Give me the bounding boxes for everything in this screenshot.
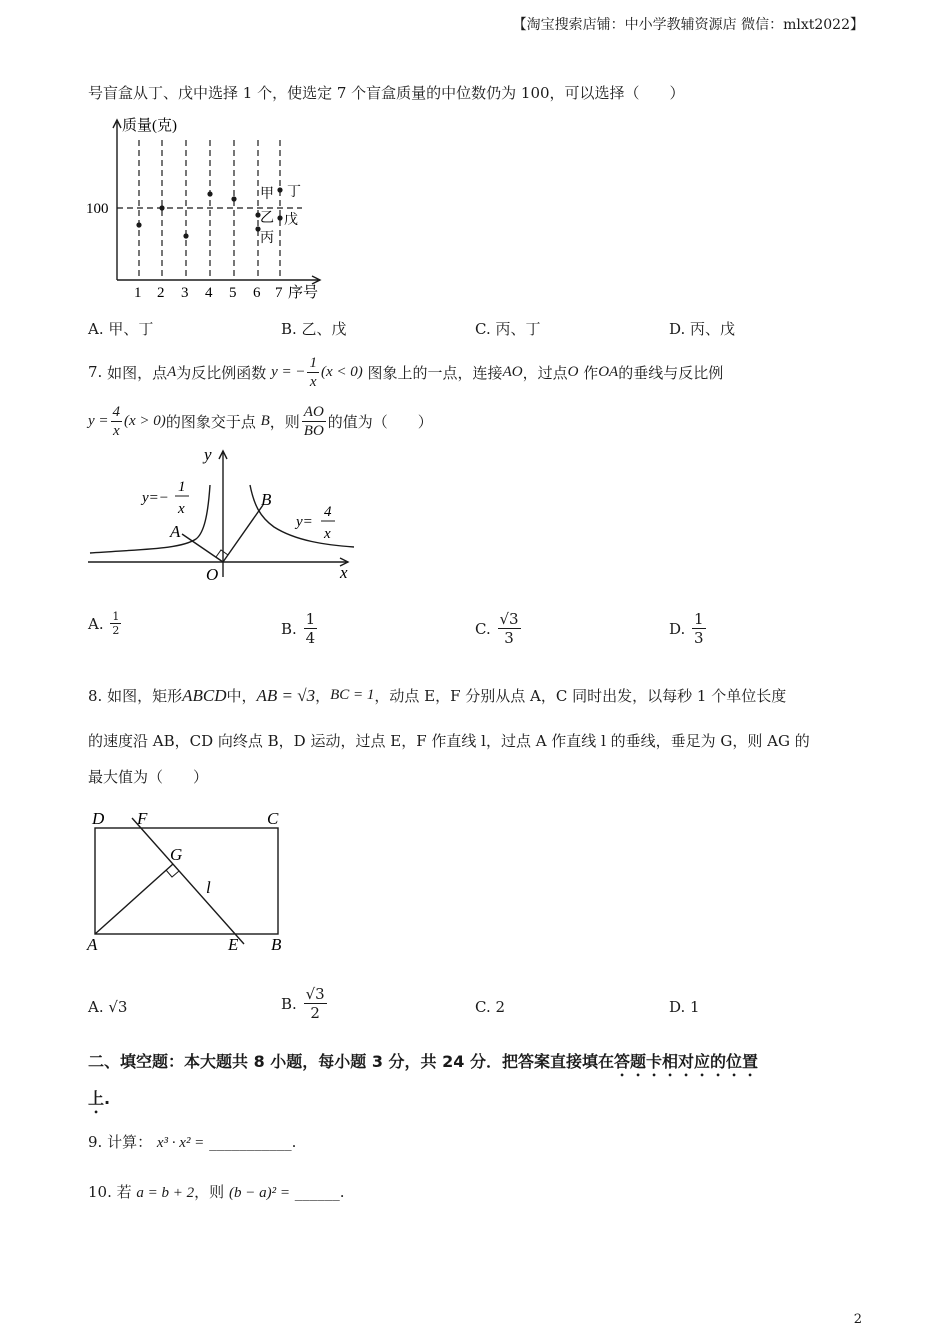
page-number: 2 [853,1312,862,1327]
q8-line-1: 8. 如图，矩形 ABCD 中， AB = √3 ， BC = 1 ，动点 E，F 分别从点 A，C 同时出发，以每秒 1 个单位长度 [88,685,787,705]
q7-text: 如图，点 [107,363,168,382]
q7-segment-ao [182,534,223,562]
q7-graph-figure [86,445,361,585]
q8-label-a: A [87,935,98,954]
q8-option-b: B. √3 2 [281,985,325,1022]
q6-x-tick: 1 [134,285,142,301]
q8-label-c: C [267,809,279,828]
q6-x-tick: 3 [181,285,189,301]
q7-text: 的垂线与反比例 [618,363,724,382]
q10-condition: a = b + 2 [136,1185,195,1201]
q8-label-l: l [206,878,211,897]
q7-option-a: A. 1 2 [88,610,120,637]
q6-point-5 [231,196,236,201]
q7-point-b: B [260,412,270,429]
q6-y-label: 质量(克) [122,118,177,134]
q7-label-y: y [204,445,212,464]
q9: 9. 计算： x³ · x² = ___________. [88,1133,297,1151]
q6-label-jia: 甲 [260,187,274,202]
q7-text: 为反比例函数 [176,363,267,382]
q7-point-a: A [167,363,177,380]
q8-label-b: B [271,935,282,954]
q7-label-a: A [170,522,181,541]
q6-y-ref-label: 100 [86,201,109,217]
q9-expression: x³ · x² = [156,1135,205,1151]
q6-x-tick: 5 [229,285,237,301]
q6-x-tick: 4 [205,285,213,301]
q6-x-label: 序号 [288,285,319,301]
q10-expression: (b − a)² = [228,1185,290,1201]
q7-condition-2: (x > 0) [124,412,166,429]
q7-curve-label-2-den: x [324,526,331,542]
q8-rectangle-figure [84,804,294,954]
q8-bc-eq: BC = 1 [330,687,375,703]
q6-point-1 [136,222,141,227]
q6-text: 号盲盒从丁、戊中选择 1 个，使选定 7 个盲盒质量的中位数仍为 100，可以选择（ ） [88,84,685,102]
q7-text: ，过点 [522,363,568,382]
section-2-heading-cont: 上. [88,1089,111,1108]
q7-curve-label-2-num: 4 [324,504,332,520]
q7-curve-label-1-den: x [178,501,185,517]
q6-point-wu [277,215,282,220]
q6-label-yi: 乙 [260,211,274,226]
q7-option-d: D. 1 3 [669,610,704,647]
q6-scatter-figure [80,112,340,304]
q6-label-wu: 戊 [284,213,298,228]
q10: 10. 若 a = b + 2，则 (b − a)² = ______. [88,1183,345,1201]
q6-point-ding [277,187,282,192]
q6-option-a: A. 甲、丁 [88,320,154,338]
q6-option-d: D. 丙、戊 [669,320,736,338]
q7-fraction-1: $\frac{1}{x}$ [309,354,317,390]
q6-label-bing: 丙 [260,231,274,246]
q10-blank: ______ [294,1183,340,1201]
q9-blank: ___________ [209,1133,292,1151]
q7-curve-label-1-pre: y=− [142,490,169,506]
q8-option-d: D. 1 [669,998,700,1016]
q7-text: 作 [583,363,599,382]
q6-point-4 [207,191,212,196]
q8-label-f: F [137,809,148,828]
q7-label-o: O [206,565,219,584]
q6-x-tick: 6 [253,285,261,301]
q7-function-2: y = [88,412,109,429]
q8-right-angle-mark [166,870,179,877]
q7-ratio: AO BO [303,403,324,439]
q6-x-tick: 2 [157,285,165,301]
q8-ab-eq: AB = √3 [256,685,316,705]
q8-rectangle [95,828,278,934]
q8-option-a: A. √3 [88,998,128,1016]
q8-line-3: 最大值为（ ） [88,768,209,786]
q7-fraction-2: $\frac{4}{x}$ [112,403,121,439]
q7-text: 的值为（ ） [327,412,433,431]
q7-point-o: O [567,363,579,380]
q7-label-b: B [261,490,272,509]
q7-line-2 [88,399,433,443]
q8-segment-ag [95,864,173,934]
page-header: 【淘宝搜索店铺：中小学教辅资源店 微信：mlxt2022】 [512,17,864,33]
q8-label-d: D [92,809,105,828]
q8-line-l [132,818,244,944]
q7-option-b: B. 1 4 [281,610,316,647]
q8-rect-name: ABCD [182,685,227,705]
q7-text: ，则 [269,412,300,431]
q6-point-3 [183,233,188,238]
q7-condition-1: (x < 0) [320,363,363,380]
q7-text: 图象上的一点，连接 [367,363,503,382]
q8-label-e: E [228,935,239,954]
q7-label-x: x [340,563,348,582]
q6-label-ding: 丁 [287,185,301,200]
q7-segment-ob [223,505,263,562]
q7-text: 的图象交于点 [165,412,256,431]
q7-function-1: y = − [271,363,306,380]
q7-segment-oa: OA [598,363,619,380]
q7-line-1 [88,350,723,394]
q7-option-c: C. √3 3 [475,610,519,647]
section-2-heading: 二、填空题：本大题共 8 小题，每小题 3 分，共 24 分．把答案直接填在答题卡相对应的位置 [88,1052,758,1071]
q6-point-2 [159,205,164,210]
q7-segment-ao: AO [502,363,523,380]
q7-number: 7. [88,363,103,381]
q6-option-c: C. 丙、丁 [475,320,541,338]
q7-curve-label-2-pre: y= [296,514,313,530]
q6-option-b: B. 乙、戊 [281,320,347,338]
q8-line-2: 的速度沿 AB，CD 向终点 B，D 运动，过点 E，F 作直线 l，过点 A 作直线 l 的垂线，垂足为 G，则 AG 的 [88,732,810,750]
q8-option-c: C. 2 [475,998,506,1016]
q7-curve-label-1-num: 1 [178,479,186,495]
q7-right-angle-mark [216,550,228,557]
q6-x-tick: 7 [275,285,283,301]
q8-label-g: G [170,845,183,864]
